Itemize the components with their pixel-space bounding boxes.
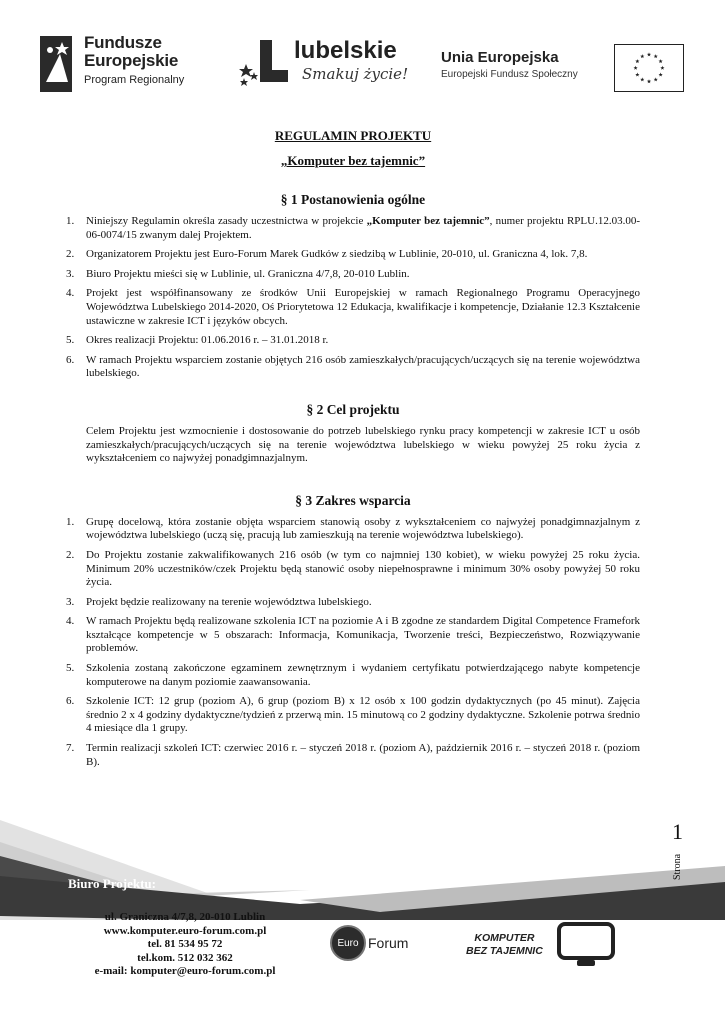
fe-line3: Program Regionalny (84, 74, 185, 86)
contact-mobile: tel.kom. 512 032 362 (137, 951, 233, 964)
list-item: 5. Okres realizacji Projektu: 01.06.2016 r. – 31.01.2018 r. (66, 334, 329, 347)
eu-star-icon (660, 66, 664, 70)
fundusze-europejskie-logo (38, 34, 184, 94)
fe-line2: Europejskie (84, 51, 179, 70)
fe-star-icon (38, 34, 74, 94)
euro-forum-word: Forum (368, 935, 409, 951)
lubelskie-mark-icon (238, 38, 290, 88)
section-2-paragraph: Celem Projektu jest wzmocnienie i dostosowanie do potrzeb lubelskiego rynku pracy kompetencji w zakresie ICT u osób zamieszkałych/pracujących/uczących się na terenie województwa lubelskiego w wieku powyżej 25 roku życia z wykształceniem co najwyżej ponadgimnazjalnym. (86, 424, 640, 465)
eu-star-icon (635, 73, 639, 77)
contact-address: ul. Graniczna 4/7,8, 20-010 Lublin (104, 911, 266, 923)
list-item: 6. Szkolenie ICT: 12 grup (poziom A), 6 grup (poziom B) x 12 osób x 100 godzin dydaktycznych (po 45 minut). Zajęcia średnio 2 x 4 godziny dydaktyczne/tydzień z przerwą min. 15 minutową co 2 godziny dydaktyczne. Szkolenie potrwa średnio 4 miesiące dla 1 grupy. (66, 695, 640, 735)
lubelskie-logo (238, 38, 408, 88)
komputer-bez-tajemnic-logo (466, 922, 617, 968)
list-item: 5. Szkolenia zostaną zakończone egzaminem zewnętrznym i wydaniem certyfikatu potwierdzającego nabyte kompetencje komputerowe na danym poziomie zaawansowania. (66, 662, 640, 688)
eu-star-icon (647, 79, 651, 83)
ue-line1: Unia Europejska (441, 49, 559, 66)
euro-forum-circle: Euro (330, 925, 366, 961)
eu-star-icon (659, 59, 663, 63)
section-3-heading: § 3 Zakres wsparcia (295, 492, 411, 508)
eu-star-icon (654, 77, 658, 81)
list-item: 1. Niniejszy Regulamin określa zasady uczestnictwa w projekcie „Komputer bez tajemnic”, numer projektu RPLU.12.03.00-06-0074/15 zwanym dalej Projektem. (66, 215, 641, 241)
list-item: 3. Biuro Projektu mieści się w Lublinie, ul. Graniczna 4/7,8, 20-010 Lublin. (66, 267, 410, 280)
contact-phone: tel. 81 534 95 72 (147, 938, 223, 950)
list-item: 6. W ramach Projektu wsparciem zostanie objętych 216 osób zamieszkałych/pracujących/uczących się na terenie województwa lubelskiego. (66, 353, 640, 380)
eu-star-icon (647, 52, 651, 56)
kbt-line2: BEZ TAJEMNIC (466, 945, 543, 957)
contact-email[interactable]: e-mail: komputer@euro-forum.com.pl (94, 965, 276, 977)
monitor-icon (555, 922, 617, 968)
list-item: 4. Projekt jest współfinansowany ze środków Unii Europejskiej w ramach Regionalnego Programu Operacyjnego Województwa Lubelskiego 2014-2020, Oś Priorytetowa 12 Edukacja, kwalifikacje i kompetencje, Działanie 12.3 Kształcenie ustawiczne w zakresie ICT i języków obcych. (66, 287, 640, 327)
section-2-heading: § 2 Cel projektu (306, 401, 400, 417)
office-label: Biuro Projektu: (68, 876, 156, 891)
document-title: REGULAMIN PROJEKTU (274, 128, 432, 143)
document-subtitle: „Komputer bez tajemnic” (280, 153, 426, 168)
eu-star-icon (640, 54, 644, 58)
lubelskie-name: lubelskie (294, 37, 397, 64)
page-number-value: 1 (672, 819, 683, 844)
section-1-heading: § 1 Postanowienia ogólne (280, 192, 426, 207)
logo-bar (38, 30, 688, 100)
section-3-list (66, 516, 640, 770)
page-number-label: Strona (672, 853, 683, 880)
contact-block (70, 911, 300, 979)
unia-europejska-text (441, 48, 578, 82)
eu-star-icon (633, 66, 637, 70)
euro-forum-logo (330, 925, 408, 961)
page-number (668, 820, 690, 886)
eu-star-icon (635, 59, 639, 63)
list-item: 1. Grupę docelową, która zostanie objęta wsparciem stanowią osoby z wykształceniem co najwyżej ponadgimnazjalnym z województwa lubelskiego (uczą się, pracują lub zamieszkują na terenie województwa lubelskiego). (66, 515, 640, 542)
eu-flag-icon (614, 44, 684, 92)
list-item: 3. Projekt będzie realizowany na terenie województwa lubelskiego. (66, 595, 372, 608)
eu-star-icon (640, 77, 644, 81)
list-item: 2. Organizatorem Projektu jest Euro-Forum Marek Gudków z siedzibą w Lublinie, 20-010, ul. Graniczna 4, lok. 7,8. (66, 248, 588, 261)
list-item: 2. Do Projektu zostanie zakwalifikowanych 216 osób (w tym co najmniej 130 kobiet), w wieku powyżej 25 roku życia. Minimum 20% uczestników/czek Projektu będą stanowić osoby niepełnosprawne i minimum 30% osoby powyżej 50 roku życia. (66, 548, 640, 589)
list-item: 4. W ramach Projektu będą realizowane szkolenia ICT na poziomie A i B zgodne ze standardem Digital Competence Framefork kształcące kompetencje w 5 obszarach: Informacja, Komunikacja, Tworzenie treści, Bezpieczeństwo, Rozwiązywanie problemów. (66, 615, 640, 655)
lubelskie-slogan: Smakuj życie! (302, 65, 409, 83)
eu-star-icon (659, 73, 663, 77)
eu-star-icon (654, 54, 658, 58)
kbt-line1: KOMPUTER (474, 932, 535, 944)
list-item: 7. Termin realizacji szkoleń ICT: czerwiec 2016 r. – styczeń 2018 r. (poziom A), październik 2016 r. – styczeń 2018 r. (poziom B). (66, 742, 640, 768)
ue-line2: Europejski Fundusz Społeczny (441, 69, 578, 80)
section-1-list (66, 215, 640, 381)
document-body (66, 127, 640, 775)
contact-website[interactable]: www.komputer.euro-forum.com.pl (103, 924, 267, 937)
fe-line1: Fundusze (84, 33, 162, 52)
